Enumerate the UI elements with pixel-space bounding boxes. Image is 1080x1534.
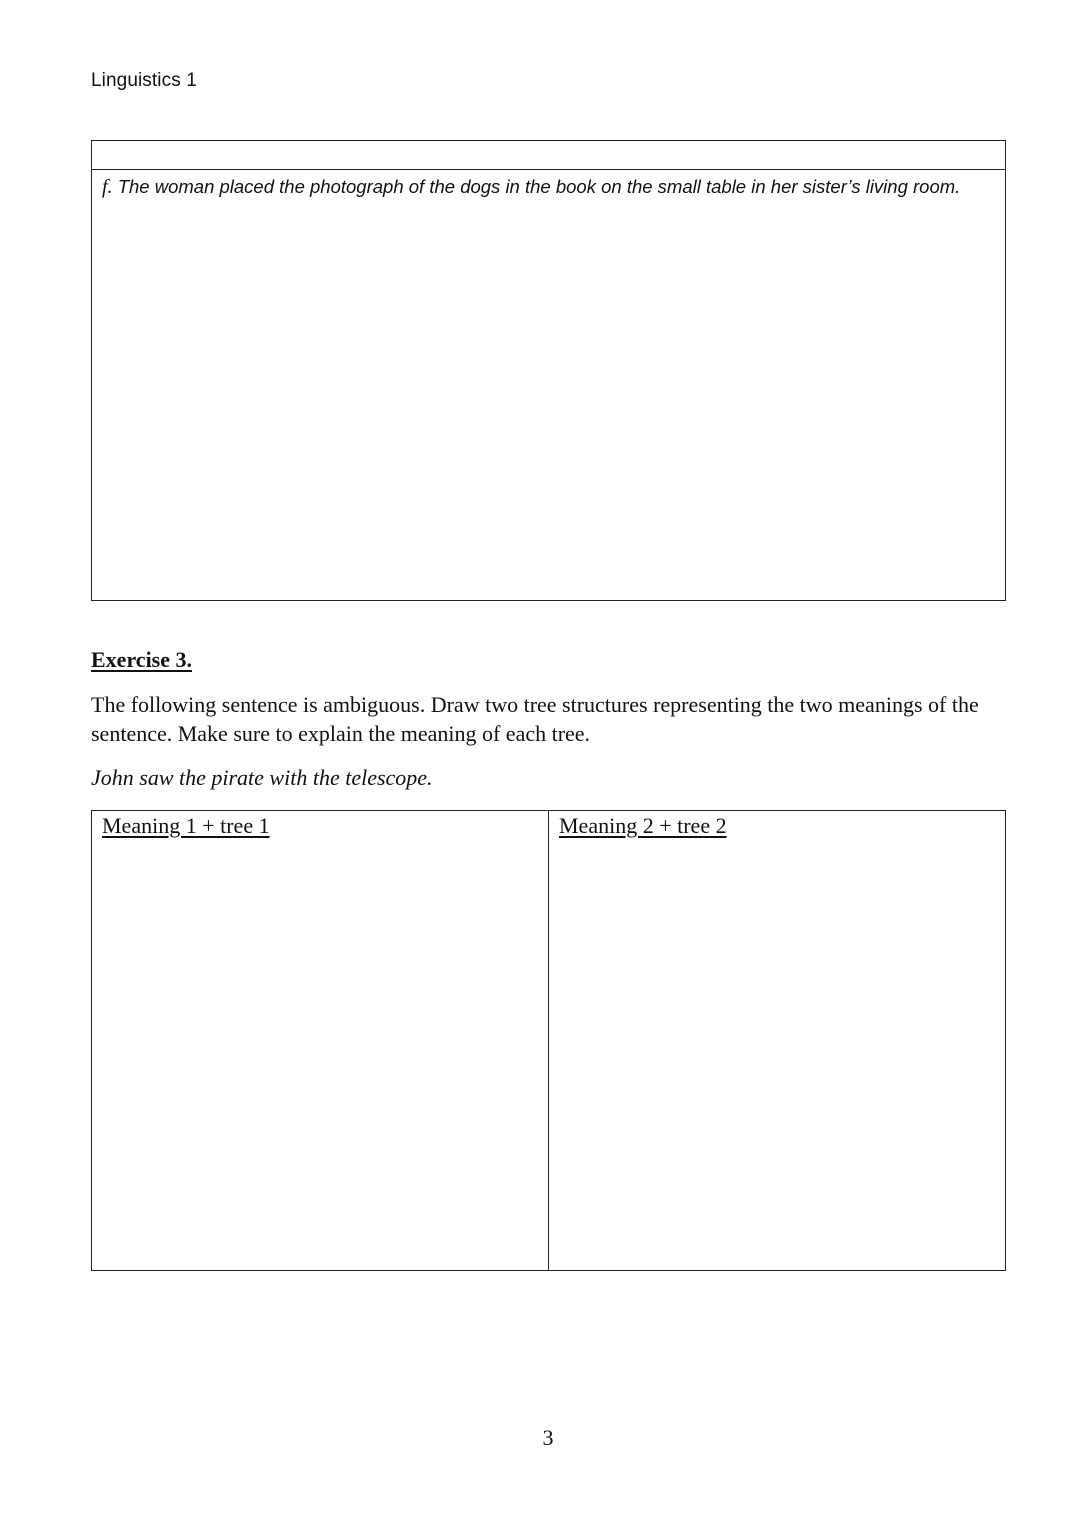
page-number: 3 <box>542 1425 554 1450</box>
item-f-sentence <box>92 170 1005 201</box>
meaning-1-label: Meaning 1 + tree 1 <box>102 813 270 838</box>
item-f-answer-box[interactable] <box>91 140 1006 601</box>
meaning-2-cell[interactable] <box>548 811 1005 1270</box>
item-f-prefix: f. <box>102 176 113 198</box>
meaning-1-cell[interactable] <box>92 811 548 1270</box>
page-header: Linguistics 1 <box>91 70 197 91</box>
exercise-3-example-sentence: John saw the pirate with the telescope. <box>91 765 433 790</box>
exercise-3-title: Exercise 3. <box>91 647 193 672</box>
exercise-3-answer-table <box>91 810 1006 1271</box>
exercise-3-instructions: The following sentence is ambiguous. Draw two tree structures representing the two meanings of the sentence. Make sure to explain the meaning of each tree. <box>91 692 979 746</box>
meaning-2-label: Meaning 2 + tree 2 <box>559 813 727 838</box>
item-f-top-row <box>92 141 1005 170</box>
item-f-text: The woman placed the photograph of the dogs in the book on the small table in her sister’s living room. <box>117 176 961 197</box>
